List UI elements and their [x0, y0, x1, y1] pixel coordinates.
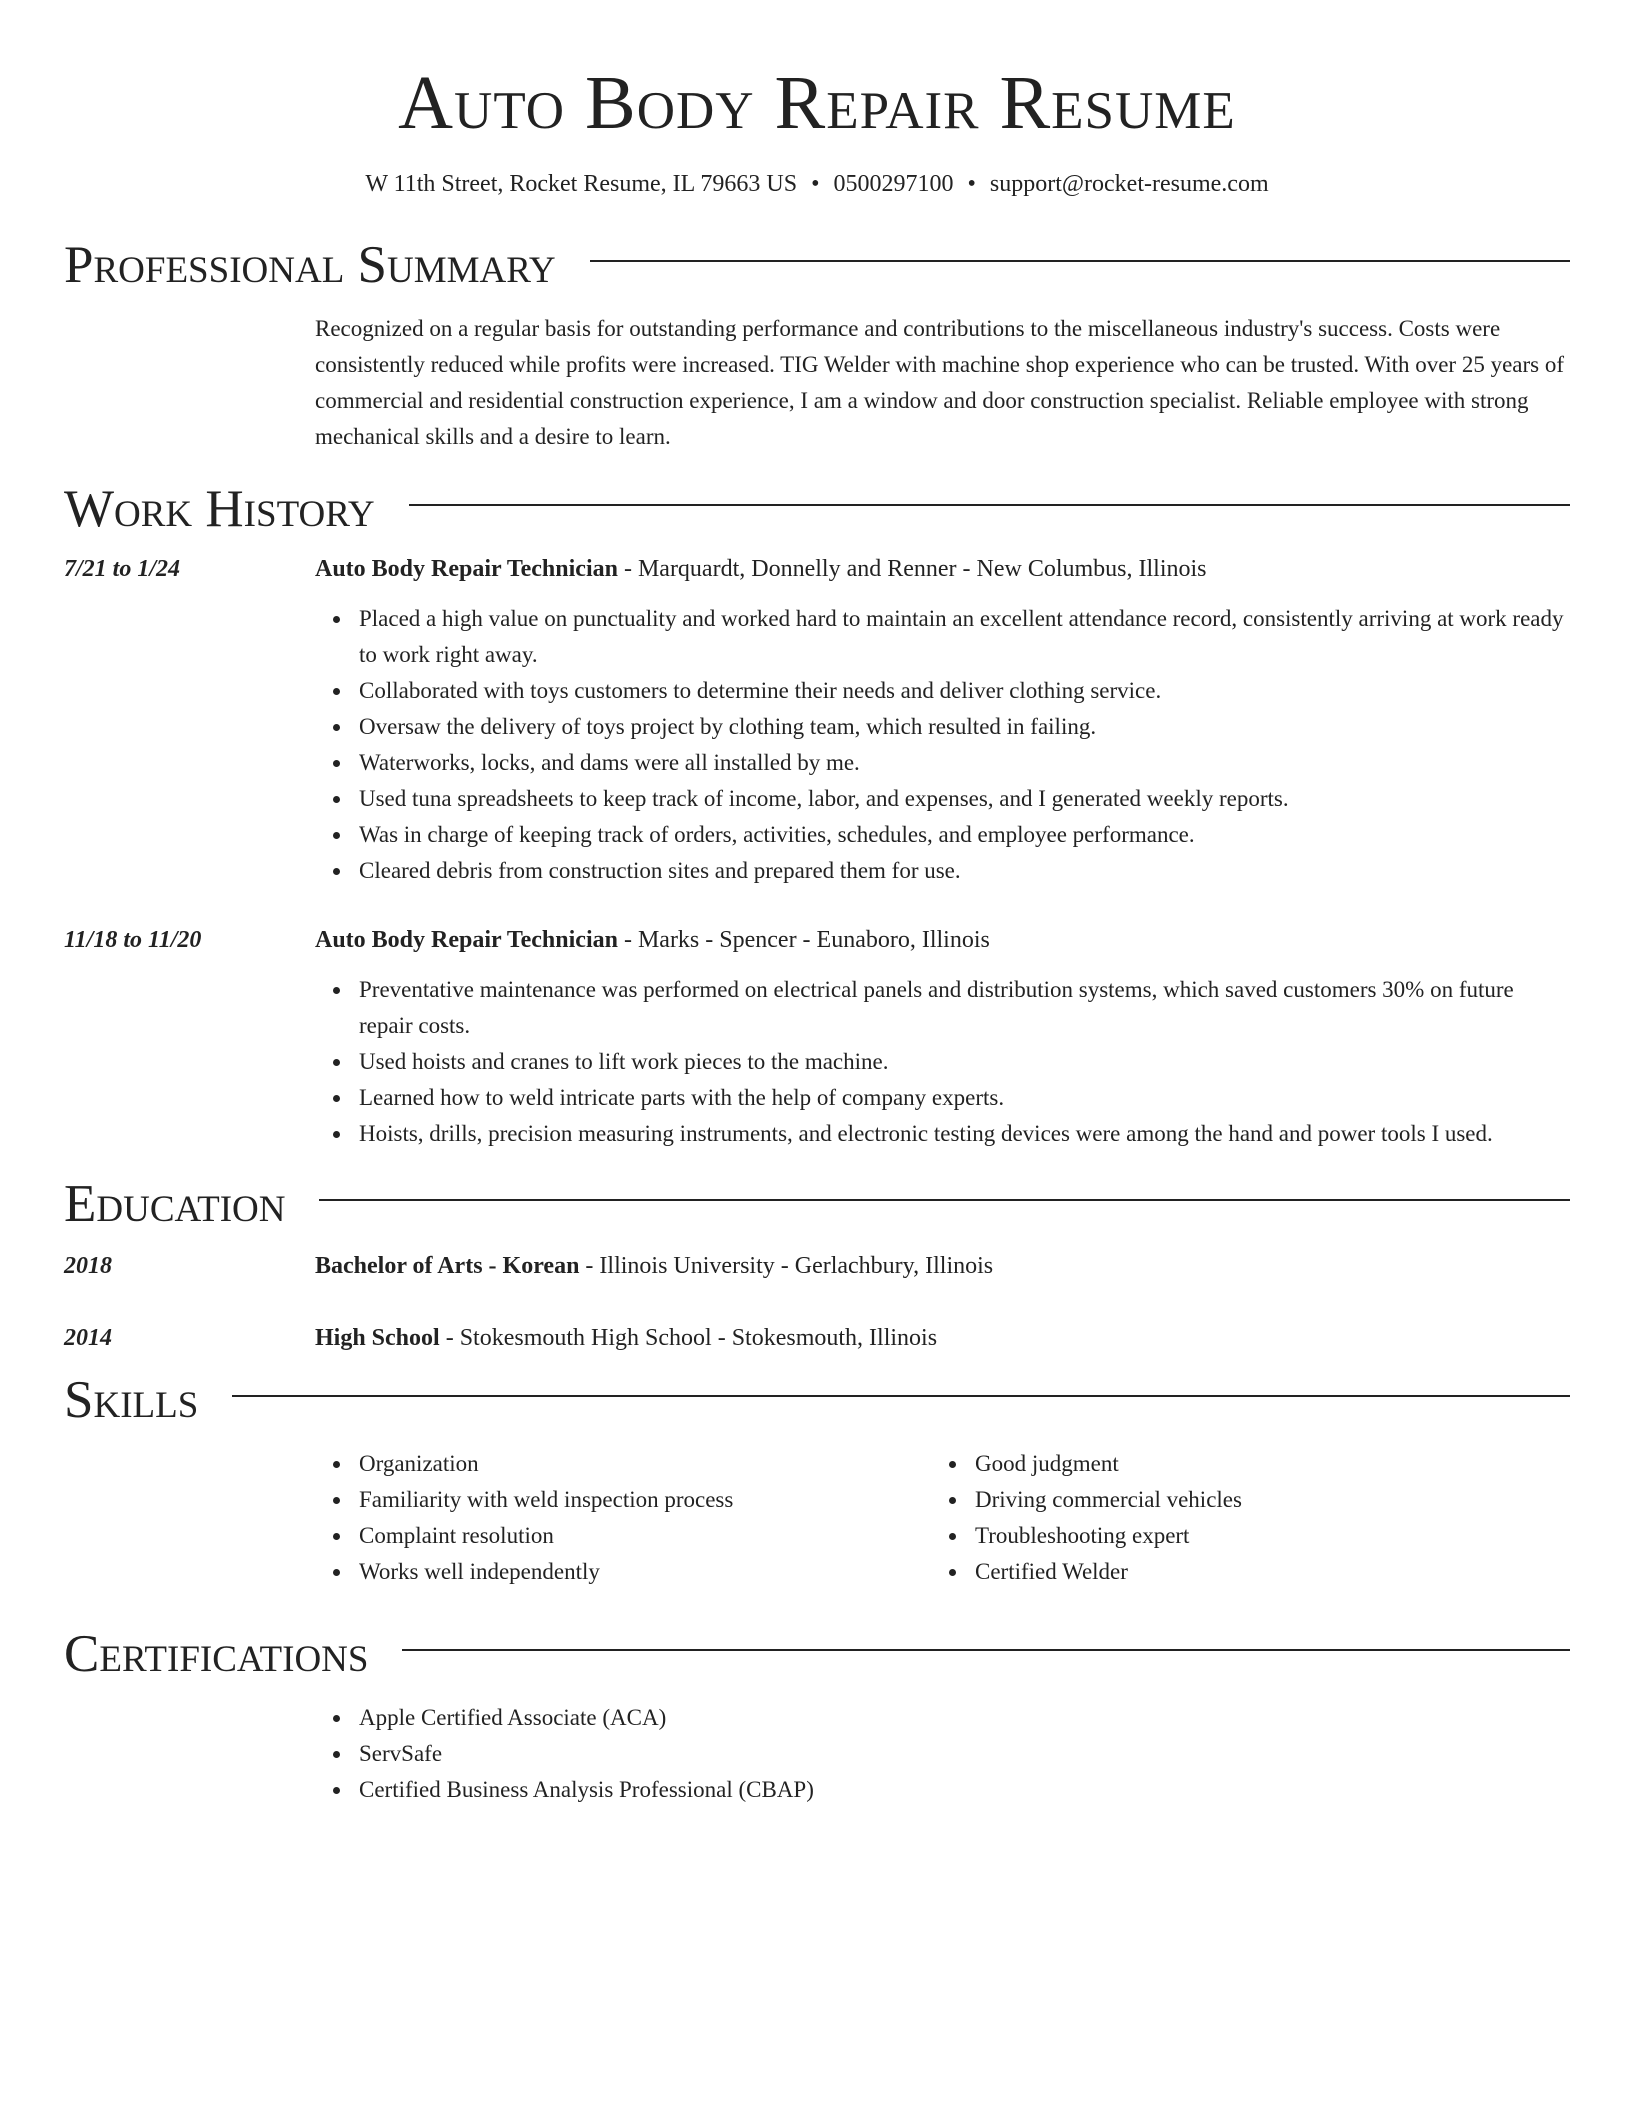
job-entry — [64, 922, 1570, 1152]
list-item: Oversaw the delivery of toys project by clothing team, which resulted in failing. — [315, 709, 1570, 745]
list-item: Was in charge of keeping track of orders, activities, schedules, and employee performance. — [315, 817, 1570, 853]
work-history-heading: Work History — [64, 480, 375, 538]
skills-list-right — [931, 1446, 1547, 1590]
education-header — [64, 1172, 1570, 1236]
list-item: Certified Business Analysis Professional (CBAP) — [315, 1772, 1570, 1808]
work-history-header — [64, 477, 1570, 541]
education-year: 2018 — [64, 1253, 112, 1279]
list-item: Placed a high value on punctuality and worked hard to maintain an excellent attendance record, consistently arriving at work ready to work right away. — [315, 601, 1570, 673]
list-item: Hoists, drills, precision measuring instruments, and electronic testing devices were among the hand and power tools I used. — [315, 1116, 1570, 1152]
list-item: Collaborated with toys customers to determine their needs and deliver clothing service. — [315, 673, 1570, 709]
education-degree: High School — [315, 1325, 440, 1351]
work-history-section — [64, 477, 1570, 1152]
skills-list-left — [315, 1446, 931, 1590]
list-item: Waterworks, locks, and dams were all installed by me. — [315, 745, 1570, 781]
job-body — [315, 922, 1570, 1152]
list-item: Complaint resolution — [315, 1518, 931, 1554]
summary-heading: Professional Summary — [64, 236, 556, 294]
list-item: Cleared debris from construction sites and prepared them for use. — [315, 853, 1570, 889]
job-title: Auto Body Repair Technician — [315, 556, 618, 582]
list-item: Preventative maintenance was performed on electrical panels and distribution systems, which saved customers 30% on future repair costs. — [315, 972, 1570, 1044]
job-title-line — [315, 922, 1570, 958]
education-heading: Education — [64, 1175, 286, 1233]
section-divider — [409, 504, 1570, 506]
section-divider — [232, 1395, 1570, 1397]
section-divider — [590, 260, 1570, 262]
list-item: Good judgment — [931, 1446, 1547, 1482]
certifications-heading: Certifications — [64, 1625, 369, 1683]
list-item: Organization — [315, 1446, 931, 1482]
education-details-line — [315, 1320, 1570, 1356]
list-item: Driving commercial vehicles — [931, 1482, 1547, 1518]
education-degree: Bachelor of Arts - Korean — [315, 1253, 580, 1279]
contact-email: support@rocket-resume.com — [989, 171, 1269, 197]
list-item: ServSafe — [315, 1736, 1570, 1772]
job-body — [315, 551, 1570, 889]
list-item: Apple Certified Associate (ACA) — [315, 1700, 1570, 1736]
job-title-line — [315, 551, 1570, 587]
summary-header — [64, 233, 1570, 297]
contact-separator: • — [967, 171, 976, 197]
certifications-header — [64, 1622, 1570, 1686]
education-year: 2014 — [64, 1325, 112, 1351]
skills-header — [64, 1368, 1570, 1432]
summary-section — [64, 233, 1570, 455]
job-duties-list — [315, 601, 1570, 889]
list-item: Works well independently — [315, 1554, 931, 1590]
summary-text: Recognized on a regular basis for outstanding performance and contributions to the miscellaneous industry's success. Costs were consistently reduced while profits were increased. TIG Welder with machine shop experience who can be trusted. With over 25 years of commercial and residential construction experience, I am a window and door construction specialist. Reliable employee with strong mechanical skills and a desire to learn. — [315, 316, 1565, 449]
job-employer: - Marquardt, Donnelly and Renner - New Columbus, Illinois — [617, 556, 1207, 582]
education-school: - Stokesmouth High School - Stokesmouth, Illinois — [439, 1325, 938, 1351]
section-divider — [319, 1199, 1570, 1201]
skills-section — [64, 1368, 1570, 1590]
certifications-section — [64, 1622, 1570, 1808]
list-item: Certified Welder — [931, 1554, 1547, 1590]
list-item: Used tuna spreadsheets to keep track of income, labor, and expenses, and I generated weekly reports. — [315, 781, 1570, 817]
list-item: Familiarity with weld inspection process — [315, 1482, 931, 1518]
skills-heading: Skills — [64, 1371, 199, 1429]
contact-phone: 0500297100 — [833, 171, 954, 197]
job-employer: - Marks - Spencer - Eunaboro, Illinois — [617, 927, 990, 953]
education-school: - Illinois University - Gerlachbury, Illinois — [579, 1253, 994, 1279]
job-dates: 11/18 to 11/20 — [64, 927, 202, 953]
education-entry — [64, 1320, 1570, 1356]
resume-title: Auto Body Repair Resume — [398, 61, 1236, 145]
list-item: Learned how to weld intricate parts with the help of company experts. — [315, 1080, 1570, 1116]
skills-grid — [315, 1446, 1570, 1590]
education-section — [64, 1172, 1570, 1356]
contact-line — [64, 168, 1570, 200]
list-item: Used hoists and cranes to lift work pieces to the machine. — [315, 1044, 1570, 1080]
certifications-list — [315, 1700, 1570, 1808]
education-entry — [64, 1248, 1570, 1284]
job-entry — [64, 551, 1570, 889]
contact-address: W 11th Street, Rocket Resume, IL 79663 US — [365, 171, 798, 197]
education-details-line — [315, 1248, 1570, 1284]
job-duties-list — [315, 972, 1570, 1152]
section-divider — [402, 1649, 1570, 1651]
list-item: Troubleshooting expert — [931, 1518, 1547, 1554]
job-dates: 7/21 to 1/24 — [64, 556, 181, 582]
contact-separator: • — [811, 171, 820, 197]
job-title: Auto Body Repair Technician — [315, 927, 618, 953]
